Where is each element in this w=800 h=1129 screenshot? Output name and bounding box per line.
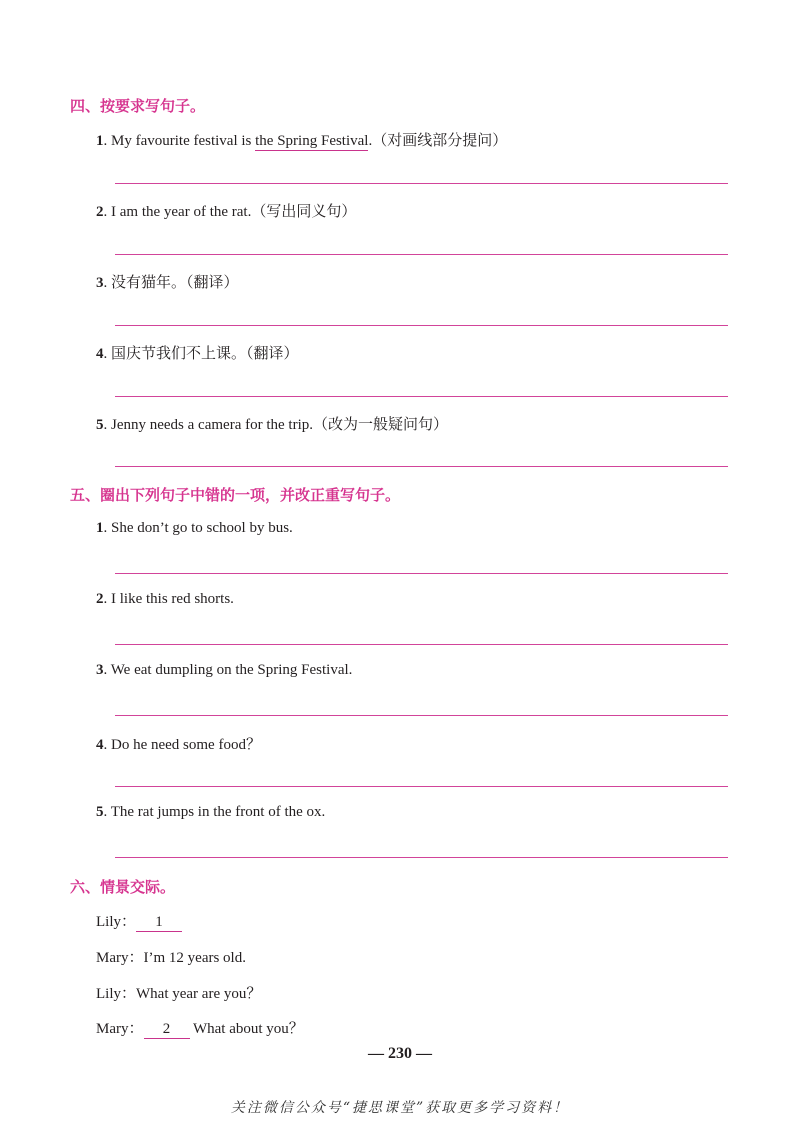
answer-line[interactable]	[115, 254, 728, 255]
question-5-4	[96, 733, 261, 754]
question-text: . Do he need some food？	[103, 737, 261, 753]
question-text-pre: . My favourite festival is	[103, 133, 256, 149]
speaker-name: Mary：	[96, 1021, 144, 1037]
dialogue-line	[96, 1017, 304, 1039]
answer-line[interactable]	[115, 644, 728, 645]
answer-line[interactable]	[115, 857, 728, 858]
question-5-5	[96, 804, 325, 821]
page-number: — 230 —	[368, 1045, 432, 1062]
dialogue-line	[96, 982, 261, 1003]
question-5-2	[96, 591, 234, 608]
answer-line[interactable]	[115, 786, 728, 787]
question-number: 1	[96, 133, 104, 149]
question-4-3	[96, 271, 239, 292]
question-text: . 国庆节我们不上课。（翻译）	[103, 346, 299, 362]
question-text: . I like this red shorts.	[103, 591, 234, 607]
section-5-title: 五、圈出下列句子中错的一项，并改正重写句子。	[70, 486, 401, 504]
answer-line[interactable]	[115, 183, 728, 184]
question-text: . I am the year of the rat.（写出同义句）	[103, 204, 357, 220]
question-4-5	[96, 413, 448, 434]
question-number: 2	[96, 204, 104, 220]
question-4-4	[96, 342, 299, 363]
dialogue-text: What year are you？	[136, 986, 262, 1002]
answer-line[interactable]	[115, 715, 728, 716]
answer-line[interactable]	[115, 325, 728, 326]
question-text: . Jenny needs a camera for the trip.（改为一般疑问句）	[103, 417, 448, 433]
dialogue-text: I’m 12 years old.	[143, 950, 246, 966]
answer-blank[interactable]: 2	[144, 1021, 190, 1039]
question-text: . 没有猫年。（翻译）	[103, 275, 239, 291]
dialogue-line	[96, 946, 246, 967]
speaker-name: Lily：	[96, 914, 136, 930]
question-number: 5	[96, 417, 104, 433]
dialogue-text: What about you？	[189, 1021, 304, 1037]
question-number: 1	[96, 520, 104, 536]
footer-note: 关注微信公众号“捷思课堂”获取更多学习资料！	[230, 1100, 570, 1116]
underlined-phrase: the Spring Festival	[255, 133, 369, 149]
question-4-2	[96, 200, 356, 221]
question-5-3	[96, 662, 352, 679]
question-number: 3	[96, 662, 104, 678]
dialogue-line	[96, 910, 182, 932]
question-text: . We eat dumpling on the Spring Festival.	[103, 662, 353, 678]
question-5-1	[96, 520, 293, 537]
answer-line[interactable]	[115, 396, 728, 397]
question-number: 2	[96, 591, 104, 607]
question-text: . She don’t go to school by bus.	[103, 520, 293, 536]
question-text-post: .（对画线部分提问）	[368, 133, 508, 149]
speaker-name: Lily：	[96, 986, 136, 1002]
question-number: 3	[96, 275, 104, 291]
answer-line[interactable]	[115, 466, 728, 467]
speaker-name: Mary：	[96, 950, 144, 966]
question-number: 4	[96, 346, 104, 362]
question-4-1	[96, 129, 507, 150]
question-number: 4	[96, 737, 104, 753]
section-4-title: 四、按要求写句子。	[70, 97, 206, 115]
section-6-title: 六、情景交际。	[70, 878, 176, 896]
answer-blank[interactable]: 1	[136, 914, 182, 932]
question-number: 5	[96, 804, 104, 820]
question-text: . The rat jumps in the front of the ox.	[103, 804, 326, 820]
answer-line[interactable]	[115, 573, 728, 574]
